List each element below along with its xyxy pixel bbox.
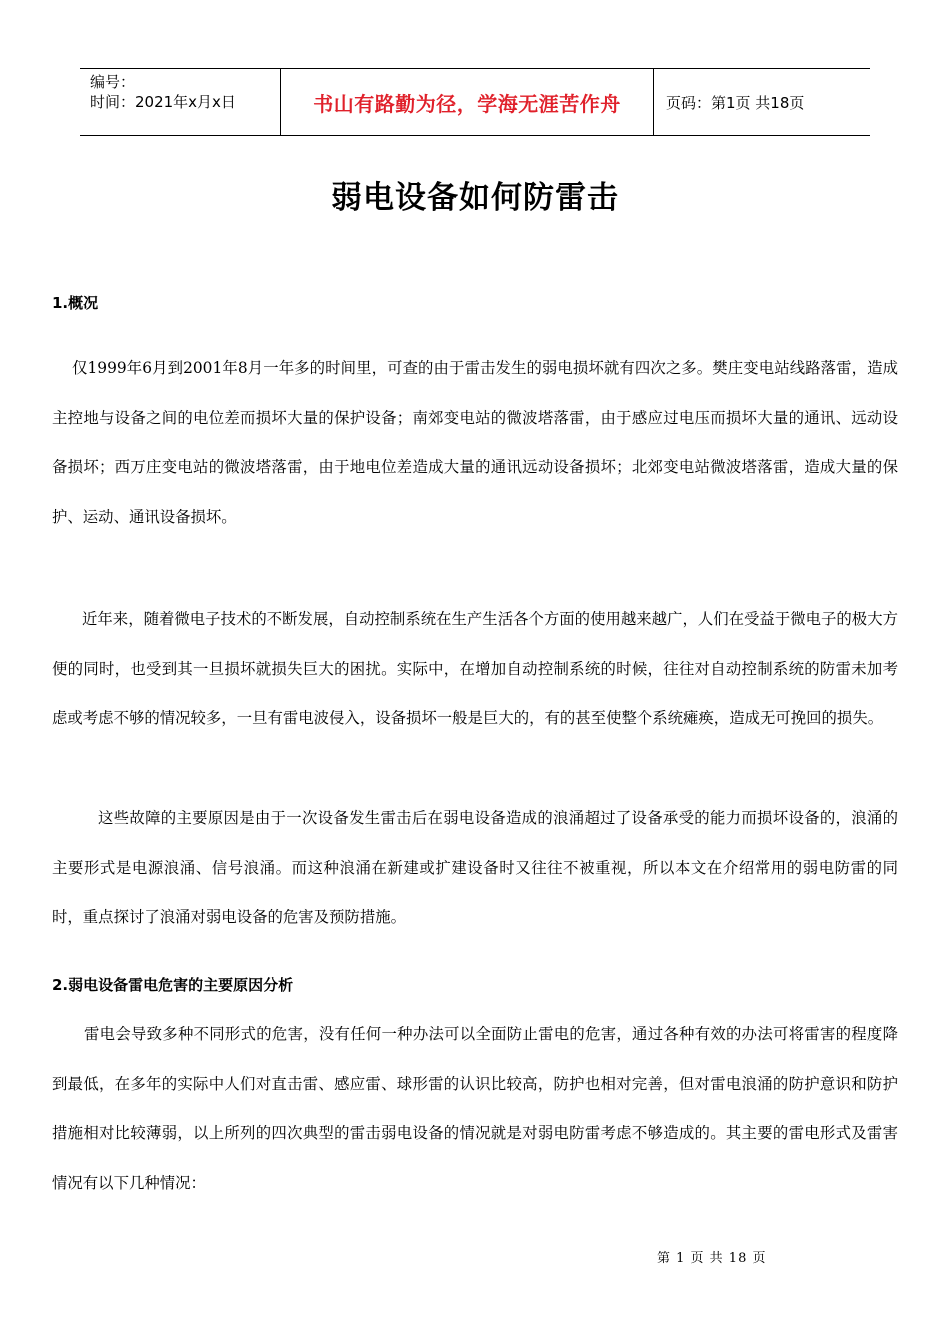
section-heading-2: 2.弱电设备雷电危害的主要原因分析 [52, 976, 294, 994]
page-footer: 第 1 页 共 18 页 [657, 1251, 767, 1266]
number-label: 编号： [90, 73, 136, 91]
paragraph-1: 仅1999年6月到2001年8月一年多的时间里，可查的由于雷击发生的弱电损坏就有四次之多。樊庄变电站线路落雷，造成主控地与设备之间的电位差而损坏大量的保护设备；南郊变电站的微波塔落雷，由于感应过电压而损坏大量的通讯、远动设备损坏；西万庄变电站的微波塔落雷，由于地电位差造成大量的通讯远动设备损坏；北郊变电站微波塔落雷，造成大量的保护、运动、通讯设备损坏。 [52, 359, 898, 527]
document-title: 弱电设备如何防雷击 [331, 180, 619, 216]
paragraph-2: 近年来，随着微电子技术的不断发展，自动控制系统在生产生活各个方面的使用越来越广，人们在受益于微电子的极大方便的同时，也受到其一旦损坏就损失巨大的困扰。实际中，在增加自动控制系统的时候，往往对自动控制系统的防雷未加考虑或考虑不够的情况较多，一旦有雷电波侵入，设备损坏一般是巨大的，有的甚至使整个系统瘫痪，造成无可挽回的损失。 [52, 610, 898, 728]
header-motto: 书山有路勤为径，学海无涯苦作舟 [281, 69, 654, 135]
header-meta-cell [80, 69, 281, 135]
header-page-info: 页码：第1页 共18页 [666, 93, 805, 112]
time-label: 时间：2021年x月x日 [90, 93, 236, 111]
section-heading-1: 1.概况 [52, 294, 99, 312]
document-header [80, 68, 870, 136]
paragraph-3: 这些故障的主要原因是由于一次设备发生雷击后在弱电设备造成的浪涌超过了设备承受的能力而损坏设备的，浪涌的主要形式是电源浪涌、信号浪涌。而这种浪涌在新建或扩建设备时又往往不被重视，所以本文在介绍常用的弱电防雷的同时，重点探讨了浪涌对弱电设备的危害及预防措施。 [52, 809, 898, 927]
paragraph-4: 雷电会导致多种不同形式的危害，没有任何一种办法可以全面防止雷电的危害，通过各种有效的办法可将雷害的程度降到最低，在多年的实际中人们对直击雷、感应雷、球形雷的认识比较高，防护也相对完善，但对雷电浪涌的防护意识和防护措施相对比较薄弱，以上所列的四次典型的雷击弱电设备的情况就是对弱电防雷考虑不够造成的。其主要的雷电形式及雷害情况有以下几种情况： [52, 1025, 898, 1193]
